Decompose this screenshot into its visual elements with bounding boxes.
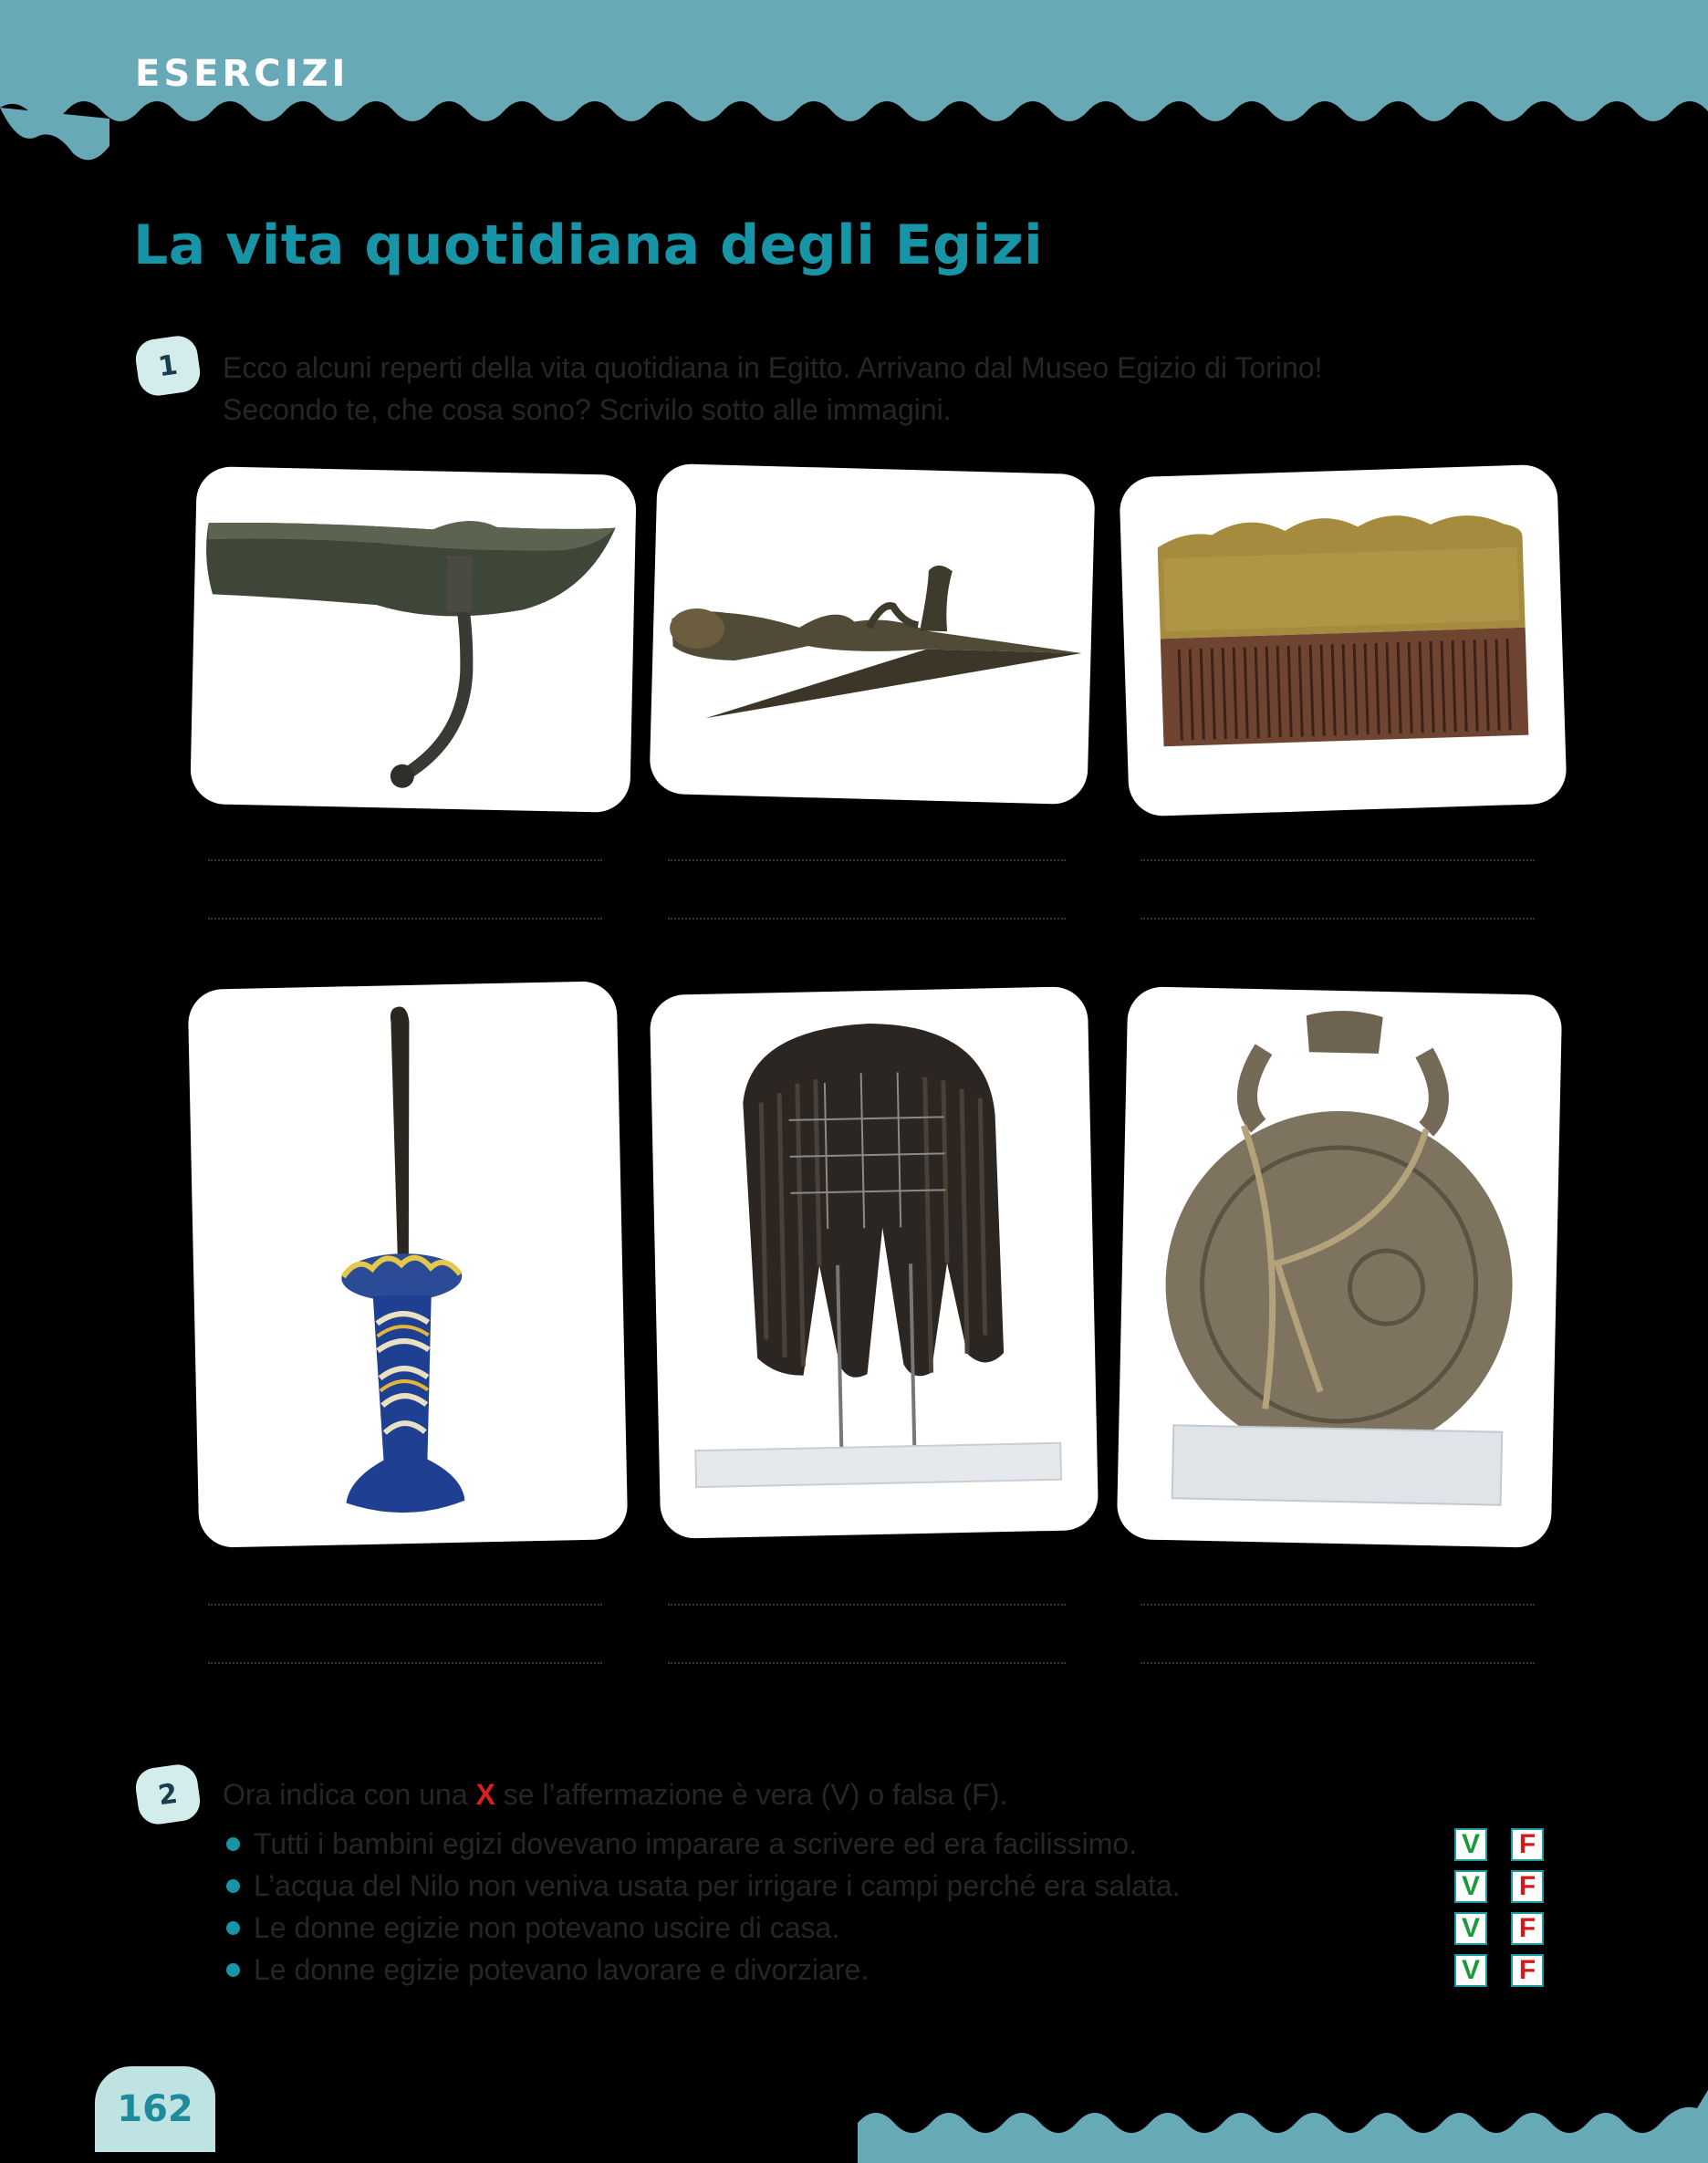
answer-line bbox=[1140, 1604, 1535, 1606]
answer-line bbox=[208, 918, 602, 920]
statement-text: Le donne egizie potevano lavorare e divorziare. bbox=[254, 1953, 870, 1986]
statement-text: Tutti i bambini egizi dovevano imparare a scrivere ed era facilissimo. bbox=[254, 1827, 1138, 1860]
axe-blade-icon bbox=[190, 466, 637, 813]
true-checkbox[interactable]: V bbox=[1454, 1954, 1487, 1987]
instruction-text-before: Ora indica con una bbox=[223, 1778, 476, 1811]
comb-icon bbox=[1119, 464, 1567, 817]
bullet-icon bbox=[226, 1963, 240, 1977]
bullet-icon bbox=[226, 1921, 240, 1935]
footer-banner bbox=[0, 2081, 1708, 2163]
instruction-text-after: se l’affermazione è vera (V) o falsa (F). bbox=[495, 1778, 1008, 1811]
statement-item bbox=[223, 1949, 1181, 1991]
statement-item bbox=[223, 1907, 1181, 1949]
flask-icon bbox=[1117, 986, 1563, 1548]
wig-icon bbox=[650, 986, 1099, 1539]
answer-line bbox=[208, 1604, 602, 1606]
true-checkbox[interactable]: V bbox=[1454, 1870, 1487, 1903]
false-checkbox[interactable]: F bbox=[1511, 1954, 1544, 1987]
image-card-2 bbox=[649, 463, 1095, 805]
statement-item bbox=[223, 1865, 1181, 1907]
answer-line bbox=[1140, 859, 1535, 861]
exercise-2-instruction bbox=[223, 1773, 1007, 1815]
image-card-3 bbox=[1119, 464, 1567, 817]
answer-line bbox=[668, 859, 1066, 861]
image-card-6 bbox=[1117, 986, 1563, 1548]
false-checkbox[interactable]: F bbox=[1511, 1912, 1544, 1945]
answer-line bbox=[1140, 918, 1535, 920]
exercise-1-number bbox=[133, 334, 203, 399]
answer-line bbox=[668, 918, 1066, 920]
exercise-1-number-text: 1 bbox=[156, 348, 180, 383]
statement-list bbox=[223, 1823, 1181, 1991]
page-title: La vita quotidiana degli Egizi bbox=[133, 213, 1044, 277]
image-card-5 bbox=[650, 986, 1099, 1539]
exercise-1-instruction-line1: Ecco alcuni reperti della vita quotidiana in Egitto. Arrivano dal Museo Egizio di Torino! bbox=[223, 351, 1323, 384]
section-header-label: ESERCIZI bbox=[135, 53, 349, 95]
statement-text: L’acqua del Nilo non veniva usata per irrigare i campi perché era salata. bbox=[254, 1869, 1181, 1902]
kohl-tube-icon bbox=[188, 981, 629, 1548]
answer-line bbox=[208, 1662, 602, 1664]
bullet-icon bbox=[226, 1837, 240, 1851]
answer-line bbox=[668, 1662, 1066, 1664]
true-checkbox[interactable]: V bbox=[1454, 1912, 1487, 1945]
statement-text: Le donne egizie non potevano uscire di casa. bbox=[254, 1911, 840, 1944]
image-card-1 bbox=[190, 466, 637, 813]
bullet-icon bbox=[226, 1879, 240, 1893]
exercise-2-number bbox=[133, 1763, 203, 1827]
exercise-2-number-text: 2 bbox=[156, 1777, 180, 1812]
false-checkbox[interactable]: F bbox=[1511, 1870, 1544, 1903]
page-number bbox=[95, 2066, 215, 2152]
answer-line bbox=[668, 1604, 1066, 1606]
false-checkbox[interactable]: F bbox=[1511, 1828, 1544, 1861]
razor-horse-icon bbox=[649, 463, 1095, 805]
answer-line bbox=[208, 859, 602, 861]
x-mark: X bbox=[475, 1778, 495, 1811]
answer-line bbox=[1140, 1662, 1535, 1664]
true-checkbox[interactable]: V bbox=[1454, 1828, 1487, 1861]
page-number-text: 162 bbox=[117, 2088, 193, 2130]
statement-item bbox=[223, 1823, 1181, 1865]
exercise-1-instruction-line2: Secondo te, che cosa sono? Scrivilo sotto alle immagini. bbox=[223, 393, 952, 426]
image-card-4 bbox=[188, 981, 629, 1548]
